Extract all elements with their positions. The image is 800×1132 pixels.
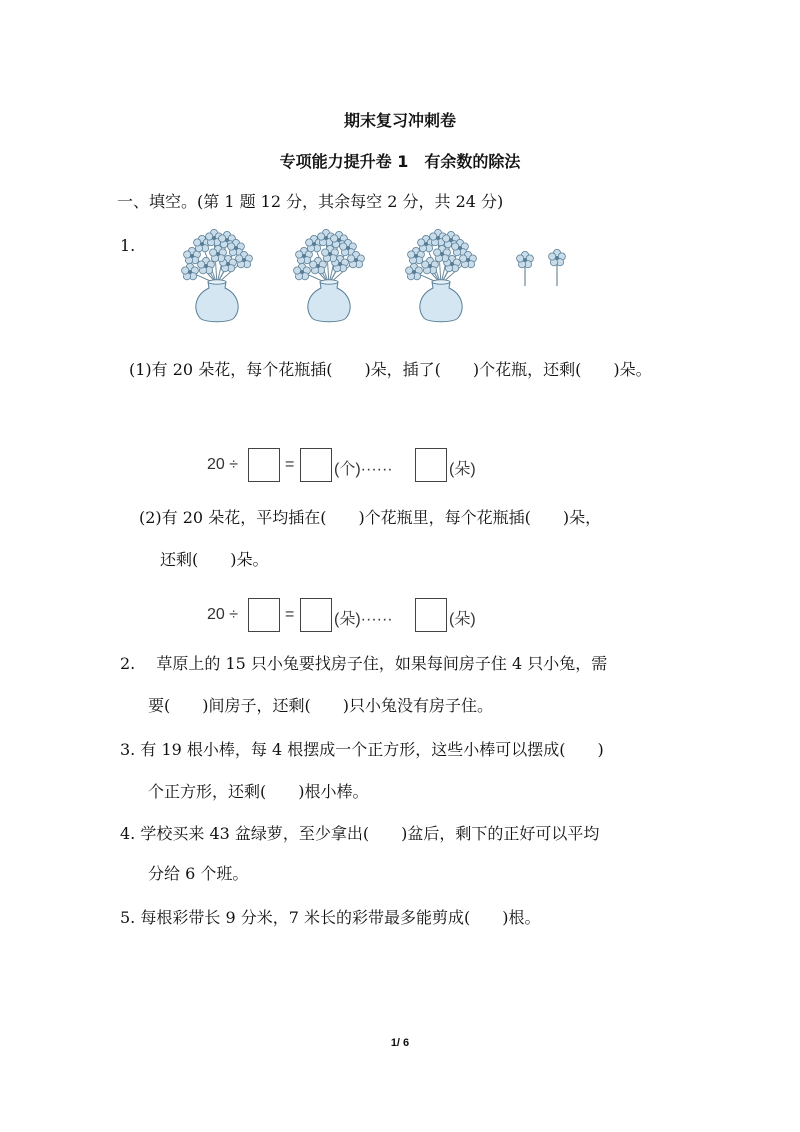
q4-line2: 分给 6 个班。: [148, 864, 249, 883]
eq1-answer-box-2[interactable]: [300, 448, 332, 482]
vase-2-image: [284, 226, 376, 326]
page-subtitle: 专项能力提升卷 1 有余数的除法: [279, 152, 521, 171]
q3-line1: 3. 有 19 根小棒，每 4 根摆成一个正方形，这些小棒可以摆成( ): [120, 740, 604, 759]
q1-sub2-line2: 还剩( )朵。: [160, 550, 269, 569]
eq2-answer-box-2[interactable]: [300, 598, 332, 632]
eq1-dividend: 20 ÷: [207, 456, 239, 473]
eq2-dividend: 20 ÷: [207, 606, 239, 623]
page-number: 1/ 6: [390, 1037, 410, 1049]
q1-sub1-text: (1)有 20 朵花，每个花瓶插( )朵，插了( )个花瓶，还剩( )朵。: [129, 360, 652, 379]
q5-line1: 5. 每根彩带长 9 分米，7 米长的彩带最多能剪成( )根。: [120, 908, 541, 927]
eq1-answer-box-1[interactable]: [248, 448, 280, 482]
q1-sub2-line1: (2)有 20 朵花，平均插在( )个花瓶里，每个花瓶插( )朵，: [139, 508, 602, 527]
q2-line1: 2. 草原上的 15 只小兔要找房子住，如果每间房子住 4 只小兔，需: [120, 654, 608, 673]
q2-line2: 要( )间房子，还剩( )只小兔没有房子住。: [148, 696, 493, 715]
q3-line2: 个正方形，还剩( )根小棒。: [148, 782, 369, 801]
eq1-answer-box-3[interactable]: [415, 448, 447, 482]
q4-line1: 4. 学校买来 43 盆绿萝，至少拿出( )盆后，剩下的正好可以平均: [120, 824, 600, 843]
eq2-unit-2: (朵): [449, 611, 476, 628]
eq2-answer-box-3[interactable]: [415, 598, 447, 632]
question-number: 1.: [120, 236, 136, 255]
eq2-unit-1: (朵)······: [334, 611, 393, 628]
page-title: 期末复习冲刺卷: [343, 111, 456, 130]
section-heading: 一、填空。(第 1 题 12 分，其余每空 2 分，共 24 分): [117, 192, 504, 211]
eq1-unit-2: (朵): [449, 461, 476, 478]
vase-3-image: [396, 226, 488, 326]
eq1-unit-1: (个)······: [334, 461, 393, 478]
eq2-equals: =: [285, 606, 295, 623]
vase-1-image: [172, 226, 264, 326]
eq1-equals: =: [285, 456, 295, 473]
eq2-answer-box-1[interactable]: [248, 598, 280, 632]
loose-flowers-image: [510, 246, 570, 296]
